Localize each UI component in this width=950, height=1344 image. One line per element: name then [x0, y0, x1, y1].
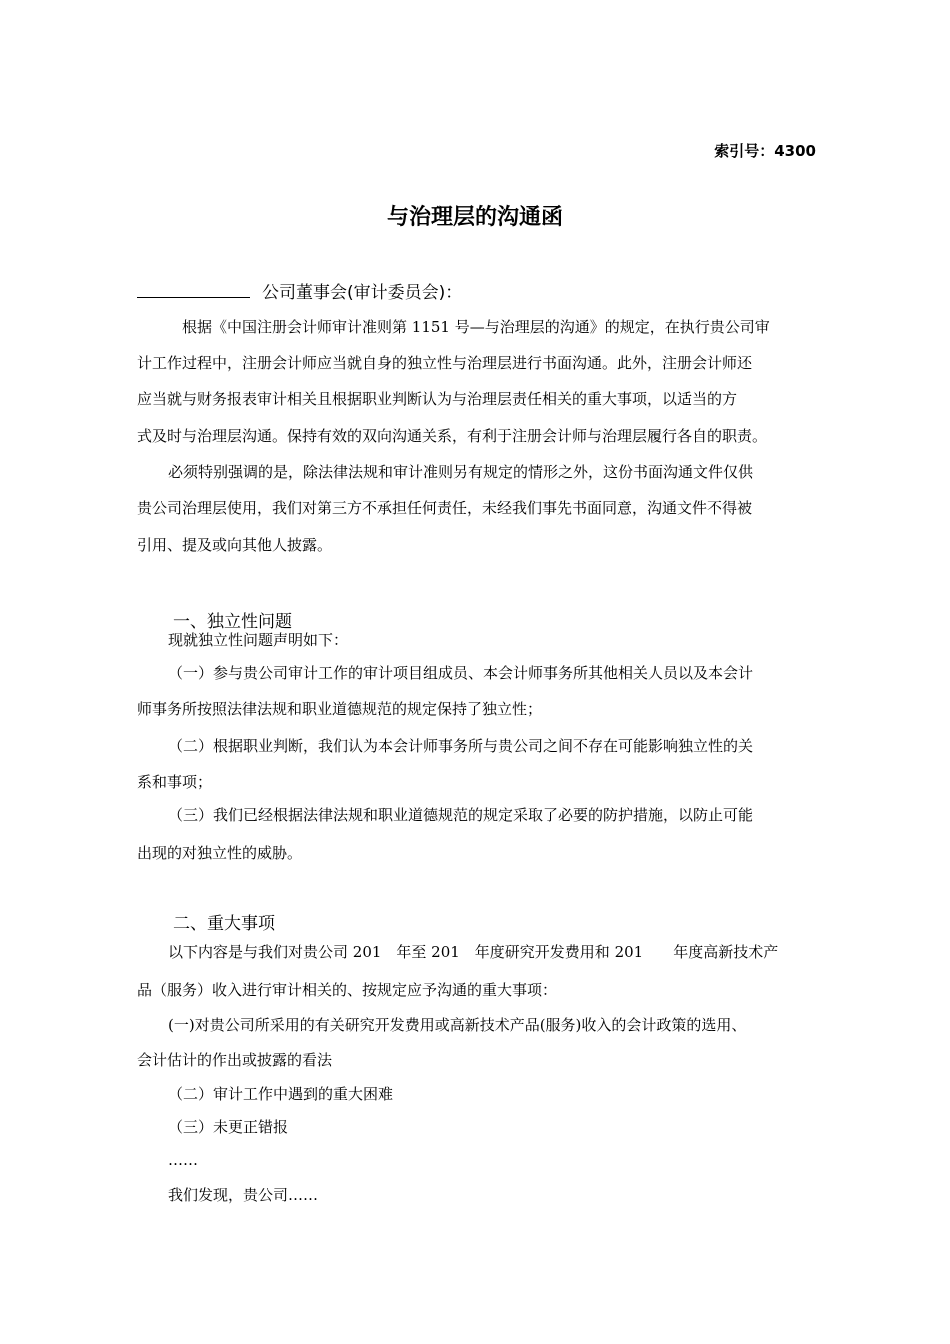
intro-p1-line-1: 根据《中国注册会计师审计准则第 1151 号—与治理层的沟通》的规定，在执行贵公司审	[182, 318, 770, 336]
intro-p2-line-3: 引用、提及或向其他人披露。	[137, 536, 333, 554]
intro-p1-line-4: 式及时与治理层沟通。保持有效的双向沟通关系，有利于注册会计师与治理层履行各自的职责。	[137, 427, 768, 445]
index-number: 索引号：4300	[714, 142, 816, 160]
section1-line-4: 系和事项；	[137, 773, 213, 791]
section1-line-1: （一）参与贵公司审计工作的审计项目组成员、本会计师事务所其他相关人员以及本会计	[168, 664, 754, 682]
intro-p1-line-2: 计工作过程中，注册会计师应当就自身的独立性与治理层进行书面沟通。此外，注册会计师还	[137, 354, 753, 372]
section2-line-1: 以下内容是与我们对贵公司 201 年至 201 年度研究开发费用和 201 年度高新技术产	[168, 943, 779, 961]
intro-p1-line-3: 应当就与财务报表审计相关且根据职业判断认为与治理层责任相关的重大事项，以适当的方	[137, 390, 738, 408]
section1-line-5: （三）我们已经根据法律法规和职业道德规范的规定采取了必要的防护措施，以防止可能	[168, 806, 754, 824]
section2-line-8: 我们发现，贵公司……	[168, 1186, 319, 1204]
section2-heading: 二、重大事项	[173, 914, 275, 934]
section1-heading: 一、独立性问题	[173, 612, 292, 632]
section2-ellipsis: ……	[168, 1151, 198, 1169]
section1-line-3: （二）根据职业判断，我们认为本会计师事务所与贵公司之间不存在可能影响独立性的关	[168, 737, 754, 755]
section1-line-6: 出现的对独立性的威胁。	[137, 844, 303, 862]
addressee: 公司董事会(审计委员会)：	[262, 283, 463, 303]
section2-line-5: （二）审计工作中遇到的重大困难	[168, 1085, 394, 1103]
section2-line-3: (一)对贵公司所采用的有关研究开发费用或高新技术产品(服务)收入的会计政策的选用、	[168, 1016, 747, 1034]
section2-line-4: 会计估计的作出或披露的看法	[137, 1051, 333, 1069]
addressee-blank-line	[137, 297, 250, 298]
section1-line-2: 师事务所按照法律法规和职业道德规范的规定保持了独立性；	[137, 700, 543, 718]
section2-line-2: 品（服务）收入进行审计相关的、按规定应予沟通的重大事项：	[137, 981, 558, 999]
section1-lead: 现就独立性问题声明如下：	[168, 631, 349, 649]
document-title: 与治理层的沟通函	[386, 205, 563, 230]
intro-p2-line-1: 必须特别强调的是，除法律法规和审计准则另有规定的情形之外，这份书面沟通文件仅供	[168, 463, 754, 481]
section2-line-6: （三）未更正错报	[168, 1118, 289, 1136]
intro-p2-line-2: 贵公司治理层使用，我们对第三方不承担任何责任，未经我们事先书面同意，沟通文件不得被	[137, 499, 753, 517]
